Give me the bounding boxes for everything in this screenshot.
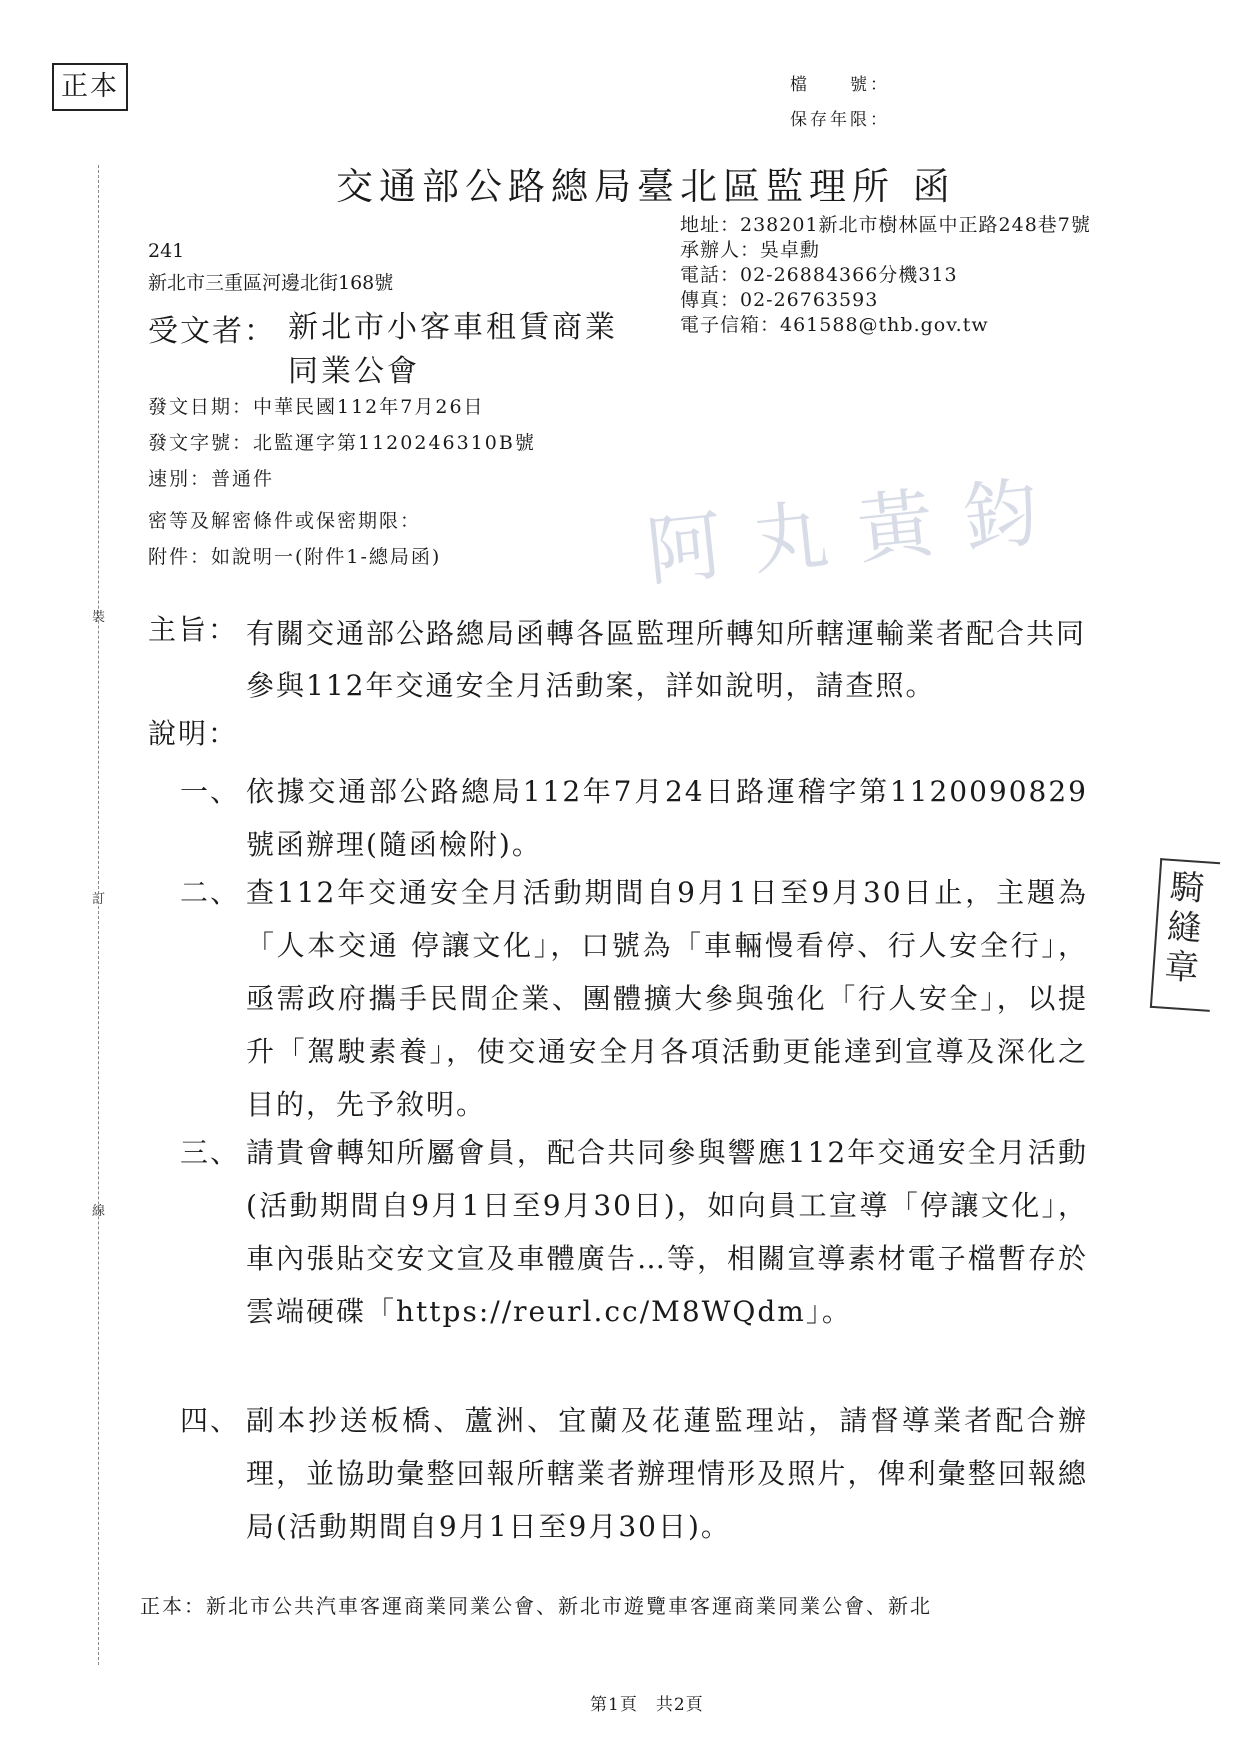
page-number: 第1頁 共2頁 <box>590 1695 704 1715</box>
description-label: 說明： <box>148 717 239 750</box>
item-text: 依據交通部公路總局112年7月24日路運稽字第1120090829號函辦理(隨函檢附)。 <box>246 775 1088 861</box>
binding-char-xian: 線 <box>92 1204 106 1219</box>
recipient-label: 受文者： <box>148 314 276 349</box>
sender-contact: 承辦人：吳卓勳 <box>680 239 821 261</box>
subject-text: 有關交通部公路總局函轉各區監理所轉知所轄運輸業者配合共同參與112年交通安全月活動案，詳如說明，請查照。 <box>246 617 1087 702</box>
speed-class: 速別：普通件 <box>148 468 275 490</box>
sender-phone: 電話：02-26884366分機313 <box>680 264 958 286</box>
retention-label: 保存年限： <box>790 110 890 130</box>
secrecy-info: 密等及解密條件或保密期限： <box>148 510 422 532</box>
sender-fax: 傳真：02-26763593 <box>680 289 879 311</box>
recipient-name: 新北市小客車租賃商業同業公會 <box>288 310 618 389</box>
doc-number: 發文字號：北監運字第1120246310B號 <box>148 432 536 454</box>
description-item <box>180 1394 1088 1553</box>
sender-email: 電子信箱：461588@thb.gov.tw <box>680 314 989 336</box>
document-title: 交通部公路總局臺北區監理所 函 <box>336 165 956 208</box>
item-text: 副本抄送板橋、蘆洲、宜蘭及花蓮監理站，請督導業者配合辦理，並協助彙整回報所轄業者辦理情形及照片，俾利彙整回報總局(活動期間自9月1日至9月30日)。 <box>246 1404 1088 1543</box>
sender-info <box>680 213 1091 338</box>
file-no-label: 檔 號： <box>790 75 890 95</box>
item-number: 三、 <box>180 1136 241 1169</box>
binding-char-ding: 訂 <box>92 892 106 907</box>
binding-line <box>98 165 99 1665</box>
subject-label: 主旨： <box>148 613 239 646</box>
binding-char-zhuang: 裝 <box>92 610 106 625</box>
faded-stamp: 阿丸黃鈞 <box>642 464 1074 597</box>
item-number: 二、 <box>180 876 241 909</box>
sender-address: 地址：238201新北市樹林區中正路248巷7號 <box>680 214 1091 236</box>
recipient-address: 新北市三重區河邊北街168號 <box>148 272 394 294</box>
recipient-zip: 241 <box>148 240 185 262</box>
copy-type-box: 正本 <box>52 63 128 111</box>
description-item <box>180 1126 1088 1338</box>
item-number: 一、 <box>180 775 241 808</box>
item-number: 四、 <box>180 1404 241 1437</box>
description-item <box>180 866 1088 1131</box>
seam-stamp: 騎縫章 <box>1150 858 1220 1012</box>
issue-date: 發文日期：中華民國112年7月26日 <box>148 396 485 418</box>
description-item <box>180 765 1088 871</box>
item-text: 查112年交通安全月活動期間自9月1日至9月30日止，主題為「人本交通 停讓文化」，口號為「車輛慢看停、行人安全行」，亟需政府攜手民間企業、團體擴大參與強化「行人安全」，以提升「駕駛素養」，使交通安全月各項活動更能達到宣導及深化之目的，先予敘明。 <box>246 876 1088 1121</box>
cc-list: 正本：新北市公共汽車客運商業同業公會、新北市遊覽車客運商業同業公會、新北 <box>140 1594 932 1618</box>
attachment-info: 附件：如說明一(附件1-總局函) <box>148 546 442 568</box>
item-text: 請貴會轉知所屬會員，配合共同參與響應112年交通安全月活動(活動期間自9月1日至9月30日)，如向員工宣導「停讓文化」，車內張貼交安文宣及車體廣告…等，相關宣導素材電子檔暫存於雲端硬碟「https://reurl.cc/M8WQdm」。 <box>246 1136 1088 1328</box>
